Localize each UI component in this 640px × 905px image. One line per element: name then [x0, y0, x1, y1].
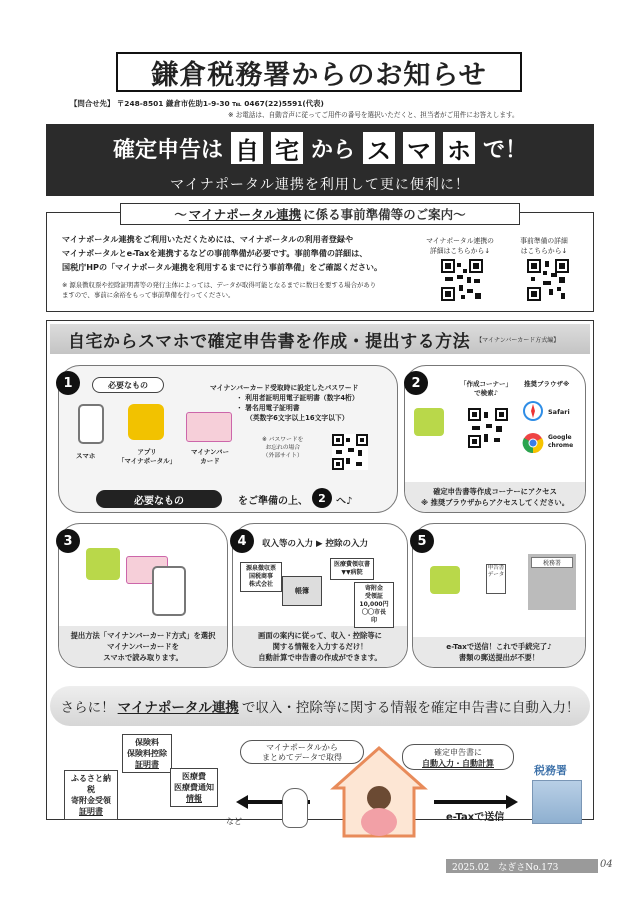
mascot-icon	[86, 548, 120, 580]
step-4-footer: 画面の案内に従って、収入・控除等に 関する情報を入力するだけ！ 自動計算で申告書の作成ができます。	[233, 626, 407, 667]
medical-receipt: 医療費領収書 ▼▼病院	[330, 558, 374, 580]
tax-office-label: 税務署	[534, 764, 567, 777]
portal-body: マイナポータル連携をご利用いただくためには、マイナポータルの利用者登録や マイナポータルとe-Taxを連携するなどの事前準備が必要です。事前準備の詳細は、 国税庁HPの「マイナポータル連携を利用するまでに行う事前準備」をご確認ください。	[62, 234, 383, 272]
item-app-label: アプリ 「マイナポータル」	[117, 448, 177, 465]
step-3-card	[58, 523, 228, 668]
prepare-text: をご準備の上、	[238, 496, 308, 507]
step-4-number: 4	[230, 529, 254, 553]
item-phone-label: スマホ	[76, 452, 96, 460]
arrow-right-icon: ▶	[315, 539, 326, 549]
step-5-footer: e-Taxで送信！これで手続完了♪ 書類の郵送提出が不要！	[413, 637, 585, 667]
headline-box: 自	[231, 132, 263, 164]
portal-heading-key: マイナポータル連携	[188, 207, 302, 222]
mynaportal-app-icon	[128, 404, 164, 440]
safari-icon	[522, 400, 544, 422]
medical-notice: 医療費 医療費通知 情報	[170, 768, 218, 807]
step-1-number: 1	[56, 371, 80, 395]
qr-code-icon[interactable]	[441, 259, 483, 301]
donation-receipt: 寄附金 受領証 10,000円 〇〇市長 印	[354, 582, 394, 628]
etc-label: など	[226, 817, 242, 826]
tax-office-building-icon: 税務署	[528, 554, 576, 610]
step-3-footer: 提出方法「マイナンバーカード方式」を選択 マイナンバーカードを スマホで読み取ります。	[59, 626, 227, 667]
contact-info: 【問合せ先】 〒248-8501 鎌倉市佐助1-9-30 ℡ 0467(22)5591(代表)	[70, 99, 324, 108]
qr-caption-prep: 事前準備の詳細 はこちらから↓	[520, 237, 568, 255]
step-2-number: 2	[404, 371, 428, 395]
smartphone-icon	[78, 404, 104, 444]
qr-code-icon[interactable]	[468, 408, 508, 448]
howto-tag: 【マイナンバーカード方式編】	[476, 336, 560, 344]
safari-label: Safari	[548, 408, 570, 416]
go-next-text: へ♪	[336, 496, 353, 507]
recommended-browser: 推奨ブラウザ※	[524, 380, 570, 388]
headline-box: ホ	[443, 132, 475, 164]
headline-sub: マイナポータル連携を利用して更に便利に！	[170, 177, 470, 193]
return-data-icon: 申告書 データ	[486, 564, 506, 594]
insurance-certificate: 保険料 保険料控除 証明書	[122, 734, 172, 773]
furusato-certificate: ふるさと納税 寄附金受領 証明書	[64, 770, 118, 820]
required-items-pill: 必要なもの	[96, 490, 222, 508]
headline-box: マ	[403, 132, 435, 164]
search-hint: 「作成コーナー」 で検索♪	[460, 380, 512, 397]
speech-bubble-fetch: マイナポータルから まとめてデータで取得	[240, 740, 364, 764]
speech-bubble-autofill: 確定申告書に 自動入力・自動計算	[402, 744, 514, 770]
next-step-number: 2	[312, 488, 332, 508]
step-1-required-pill: 必要なもの	[92, 377, 164, 393]
password-info: マイナンバーカード受取時に設定したパスワード ・ 利用者証明用電子証明書（数字4桁） ・ 署名用電子証明書 （英数字6文字以上16文字以下）	[210, 384, 359, 422]
etax-send-label: e-Taxで送信	[446, 812, 505, 823]
smartphone-icon	[152, 566, 186, 616]
arrow-line	[434, 800, 508, 804]
headline-lead: 確定申告は	[112, 137, 223, 163]
auto-input-key: マイナポータル連携	[117, 700, 239, 716]
rabbit-mascot-icon	[282, 788, 308, 828]
step-4-header: 収入等の入力 ▶ 控除の入力	[262, 539, 368, 549]
headline	[46, 132, 594, 164]
portal-heading: ～ マイナポータル連携 に係る事前準備等のご案内～	[120, 203, 520, 225]
howto-title: 自宅からスマホで確定申告書を作成・提出する方法	[68, 331, 471, 352]
step-5-number: 5	[410, 529, 434, 553]
headline-box: 宅	[271, 132, 303, 164]
qr-caption-portal: マイナポータル連携の 詳細はこちらから↓	[426, 237, 494, 255]
arrow-left-icon	[236, 795, 248, 809]
ledger-book: 帳簿	[282, 576, 322, 606]
arrow-right-icon	[506, 795, 518, 809]
mascot-icon	[430, 566, 460, 594]
qr-code-icon[interactable]	[527, 259, 569, 301]
page-title: 鎌倉税務署からのお知らせ	[116, 52, 522, 92]
page-number: 04	[600, 859, 613, 870]
withholding-slip: 源泉徴収票 国税商事 株式会社	[240, 562, 282, 592]
issue-info: 2025.02 なぎさNo.173	[446, 859, 598, 873]
portal-note: ※ 源泉徴収票や控除証明書等の発行主体によっては、データが取得可能となるまでに数日を要する場合があり ますので、事前に余裕をもって事前準備を行ってください。	[62, 281, 377, 299]
howto-header	[50, 324, 590, 354]
mascot-icon	[414, 408, 444, 436]
item-card-label: マイナンバー カード	[190, 448, 230, 465]
forgot-password-note: ※ パスワードを お忘れの場合 （外部サイト）	[262, 437, 304, 459]
headline-mid: から	[310, 137, 355, 163]
headline-banner	[46, 124, 594, 196]
headline-tail: で！	[483, 137, 528, 163]
headline-box: ス	[363, 132, 395, 164]
chrome-label: Google chrome	[548, 434, 574, 449]
qr-code-icon[interactable]	[332, 434, 368, 470]
step-2-footer: 確定申告書等作成コーナーにアクセス ※ 推奨ブラウザからアクセスしてください。	[405, 482, 585, 512]
tax-office-building-icon	[532, 780, 582, 824]
contact-note: ※ お電話は、自動音声に従ってご用件の番号を選択いただくと、担当者がご用件にお答えします。	[228, 111, 519, 119]
auto-input-banner: さらに！ マイナポータル連携 で収入・控除等に関する情報を確定申告書に自動入力！	[50, 686, 590, 726]
step-3-number: 3	[56, 529, 80, 553]
chrome-icon	[522, 432, 544, 454]
